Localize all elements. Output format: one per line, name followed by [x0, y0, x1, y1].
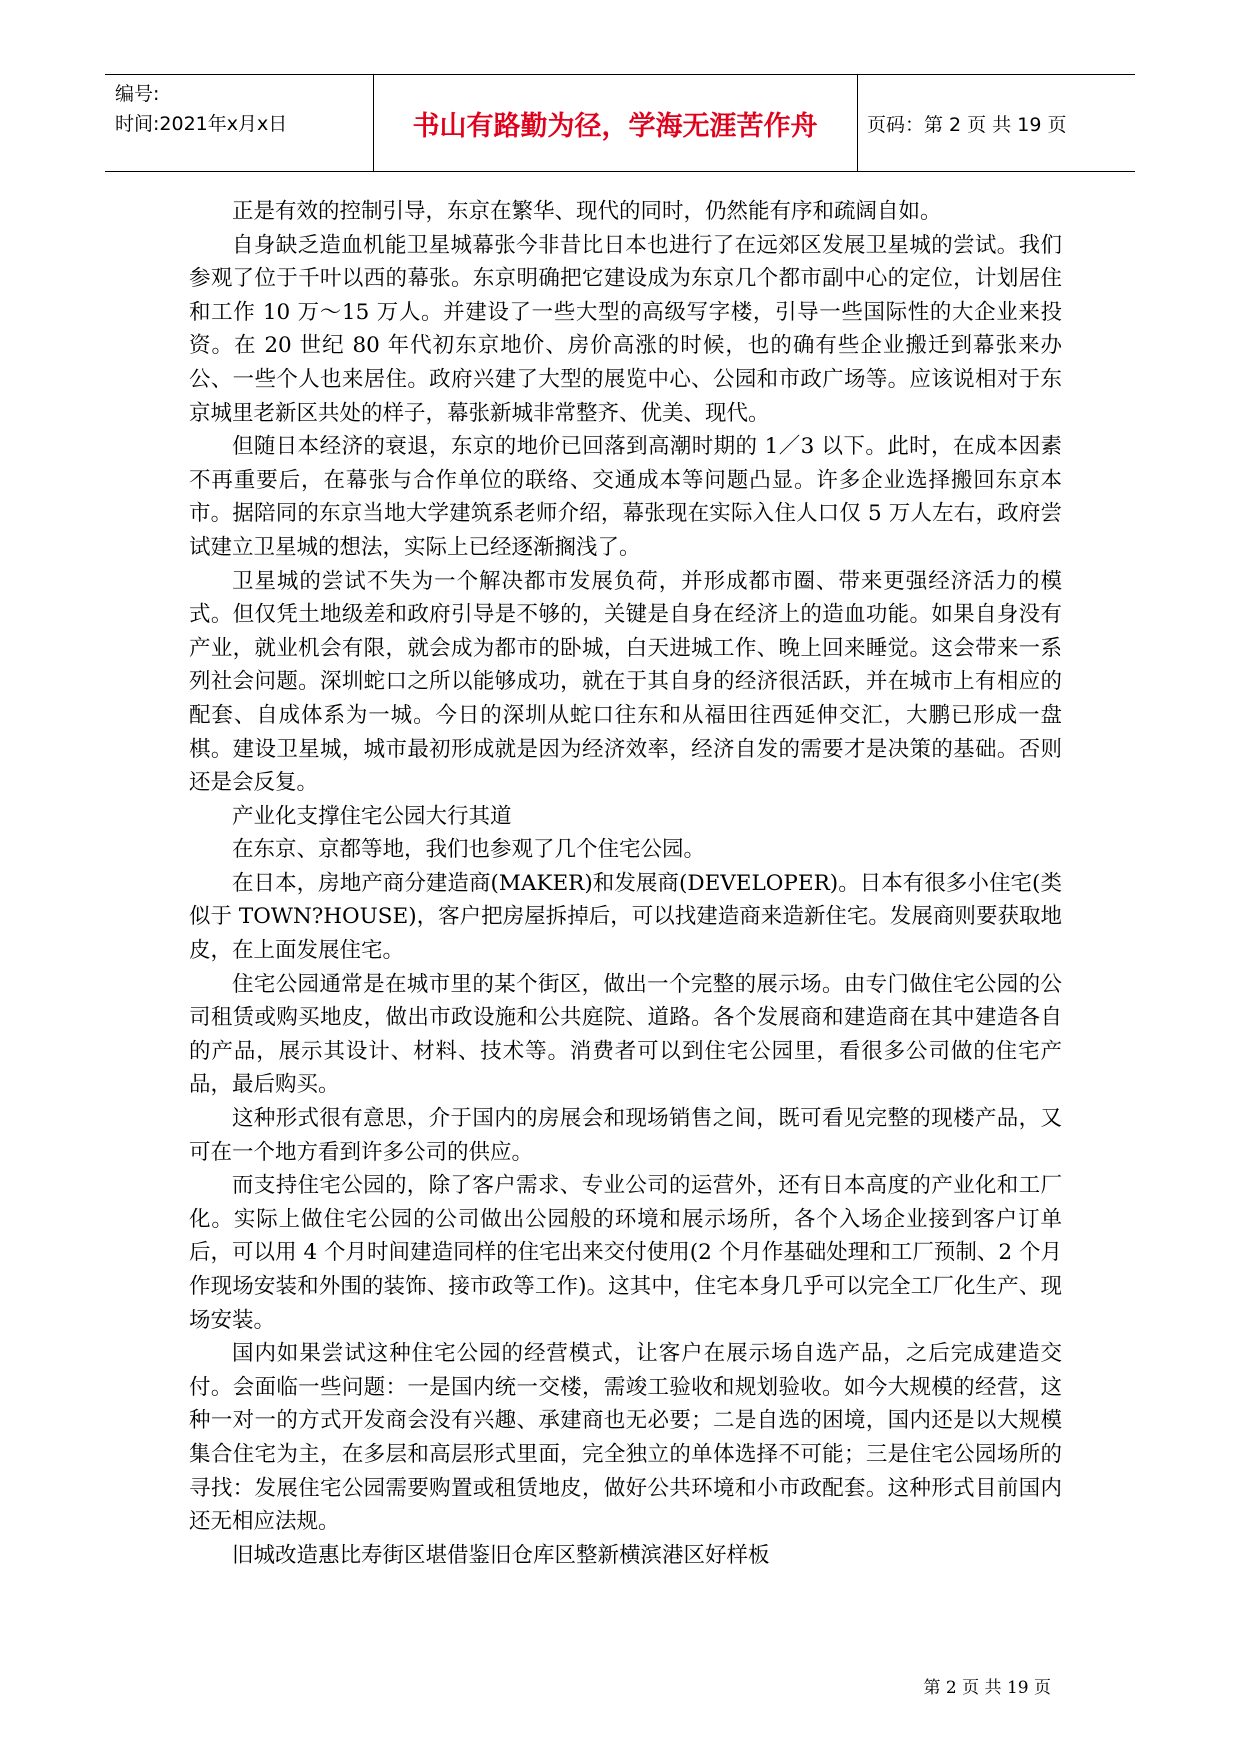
header-page-number: 页码：第 2 页 共 19 页 — [867, 113, 1067, 136]
paragraph: 国内如果尝试这种住宅公园的经营模式，让客户在展示场自选产品，之后完成建造交付。会面临一些问题：一是国内统一交楼，需竣工验收和规划验收。如今大规模的经营，这种一对一的方式开发商会没有兴趣、承建商也无必要；二是自选的困境，国内还是以大规模集合住宅为主，在多层和高层形式里面，完全独立的单体选择不可能；三是住宅公园场所的寻找：发展住宅公园需要购置或租赁地皮，做好公共环境和小市政配套。这种形式目前国内还无相应法规。 — [189, 1341, 1062, 1535]
section-heading: 旧城改造惠比寿街区堪借鉴旧仓库区整新横滨港区好样板 — [232, 1542, 770, 1568]
date-label: 时间:2021年x月x日 — [115, 113, 288, 135]
header-divider — [857, 75, 858, 171]
paragraph: 住宅公园通常是在城市里的某个街区，做出一个完整的展示场。由专门做住宅公园的公司租赁或购买地皮，做出市政设施和公共庭院、道路。各个发展商和建造商在其中建造各自的产品，展示其设计、材料、技术等。消费者可以到住宅公园里，看很多公司做的住宅产品，最后购买。 — [189, 971, 1062, 1098]
paragraph: 而支持住宅公园的，除了客户需求、专业公司的运营外，还有日本高度的产业化和工厂化。实际上做住宅公园的公司做出公园般的环境和展示场所，各个入场企业接到客户订单后，可以用 4 个月时间建造同样的住宅出来交付使用(2 个月作基础处理和工厂预制、2 个月作现场安装和外围的装饰、接市政等工作)。这其中，住宅本身几乎可以完全工厂化生产、现场安装。 — [189, 1173, 1062, 1333]
document-body — [189, 195, 1062, 1572]
paragraph: 在东京、京都等地，我们也参观了几个住宅公园。 — [232, 837, 706, 863]
header-slogan: 书山有路勤为径，学海无涯苦作舟 — [412, 110, 818, 142]
paragraph: 在日本，房地产商分建造商(MAKER)和发展商(DEVELOPER)。日本有很多小住宅(类似于 TOWN?HOUSE)，客户把房屋拆掉后，可以找建造商来造新住宅。发展商则要获取地皮，在上面发展住宅。 — [189, 870, 1062, 964]
paragraph: 卫星城的尝试不失为一个解决都市发展负荷，并形成都市圈、带来更强经济活力的模式。但仅凭土地级差和政府引导是不够的，关键是自身在经济上的造血功能。如果自身没有产业，就业机会有限，就会成为都市的卧城，白天进城工作、晚上回来睡觉。这会带来一系列社会问题。深圳蛇口之所以能够成功，就在于其自身的经济很活跃，并在城市上有相应的配套、自成体系为一城。今日的深圳从蛇口往东和从福田往西延伸交汇，大鹏已形成一盘棋。建设卫星城，城市最初形成就是因为经济效率，经济自发的需要才是决策的基础。否则还是会反复。 — [189, 568, 1062, 796]
section-heading: 产业化支撑住宅公园大行其道 — [232, 803, 512, 829]
paragraph: 这种形式很有意思，介于国内的房展会和现场销售之间，既可看见完整的现楼产品，又可在一个地方看到许多公司的供应。 — [189, 1106, 1062, 1165]
page-footer: 第 2 页 共 19 页 — [923, 1678, 1051, 1698]
page-header — [105, 74, 1135, 172]
paragraph: 但随日本经济的衰退，东京的地价已回落到高潮时期的 1／3 以下。此时，在成本因素不再重要后，在幕张与合作单位的联络、交通成本等问题凸显。许多企业选择搬回东京本市。据陪同的东京当地大学建筑系老师介绍，幕张现在实际入住人口仅 5 万人左右，政府尝试建立卫星城的想法，实际上已经逐渐搁浅了。 — [189, 434, 1062, 560]
serial-number-label: 编号: — [115, 83, 160, 105]
paragraph: 正是有效的控制引导，东京在繁华、现代的同时，仍然能有序和疏阔自如。 — [232, 199, 942, 224]
paragraph: 自身缺乏造血机能卫星城幕张今非昔比日本也进行了在远郊区发展卫星城的尝试。我们参观了位于千叶以西的幕张。东京明确把它建设成为东京几个都市副中心的定位，计划居住和工作 10 万～15 万人。并建设了一些大型的高级写字楼，引导一些国际性的大企业来投资。在 20 世纪 80 年代初东京地价、房价高涨的时候，也的确有些企业搬迁到幕张来办公、一些个人也来居住。政府兴建了大型的展览中心、公园和市政广场等。应该说相对于东京城里老新区共处的样子，幕张新城非常整齐、优美、现代。 — [189, 232, 1062, 426]
header-meta — [115, 79, 383, 139]
